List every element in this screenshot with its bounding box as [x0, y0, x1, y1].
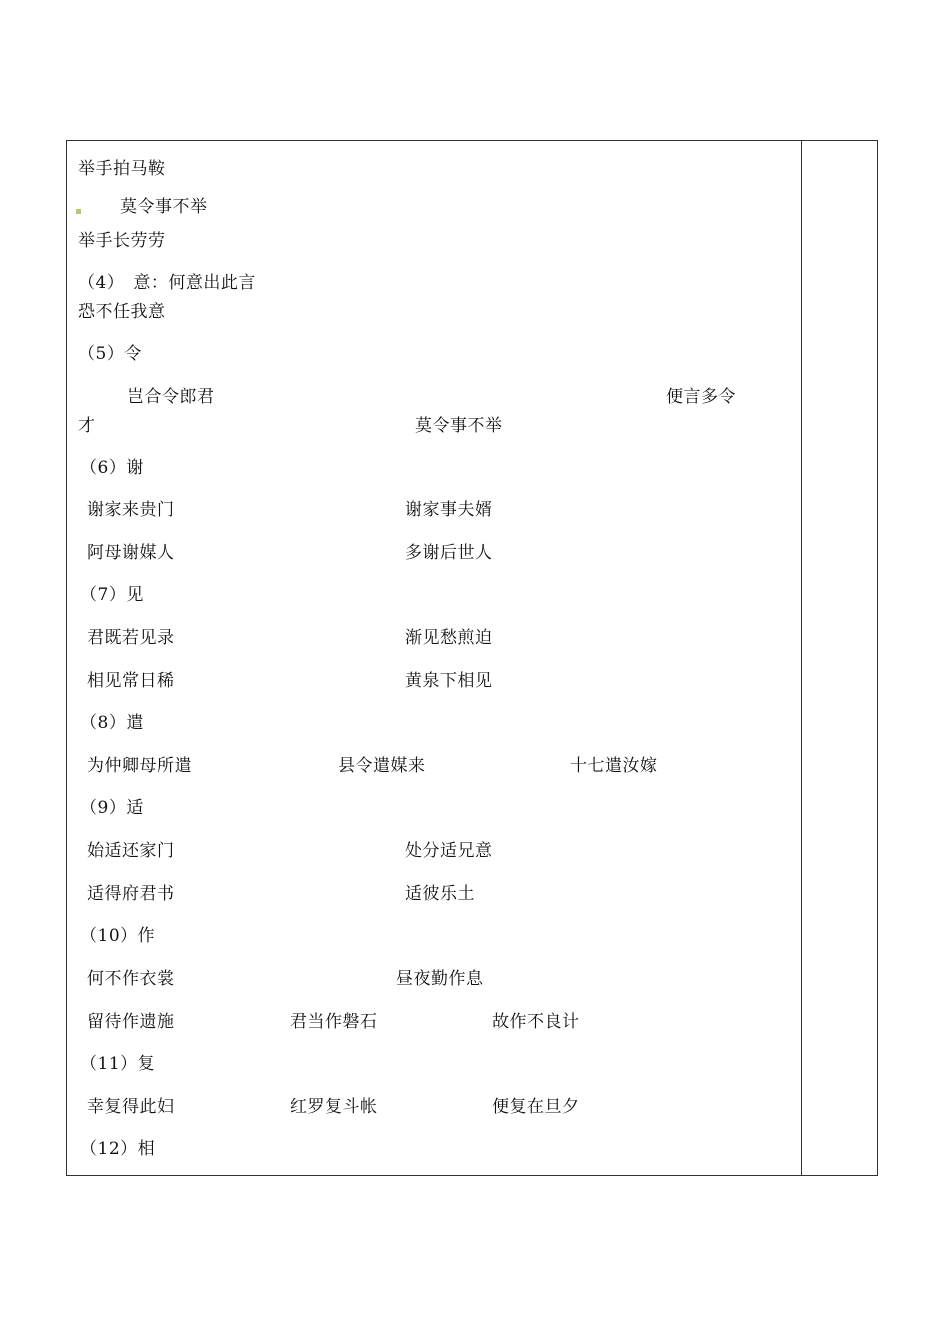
- text-line: 十七遣汝嫁: [570, 756, 658, 776]
- text-line: 谢家事夫婿: [405, 500, 493, 520]
- content-table: [66, 140, 878, 1176]
- text-line: 始适还家门: [87, 841, 175, 861]
- text-line: 君当作磐石: [290, 1012, 378, 1032]
- section-heading: （12）相: [80, 1139, 156, 1159]
- text-line: 县令遣媒来: [338, 756, 426, 776]
- text-line: 昼夜勤作息: [396, 969, 484, 989]
- text-line: 黄泉下相见: [405, 671, 493, 691]
- text-line: 举手长劳劳: [78, 231, 166, 251]
- section-heading: （9）适: [80, 798, 144, 818]
- text-line: 岂合令郎君: [127, 387, 215, 407]
- section-heading: （10）作: [80, 926, 156, 946]
- text-line: 才: [78, 416, 96, 436]
- text-line: 红罗复斗帐: [290, 1097, 378, 1117]
- text-line: 故作不良计: [492, 1012, 580, 1032]
- text-line: 处分适兄意: [405, 841, 493, 861]
- section-heading: （7）见: [80, 585, 144, 605]
- section-heading: （5）令: [78, 344, 142, 364]
- text-line: 适彼乐土: [405, 884, 475, 904]
- section-heading: （6）谢: [80, 458, 144, 478]
- text-line: 恐不任我意: [78, 302, 166, 322]
- section-heading: （4） 意：何意出此言: [78, 273, 256, 293]
- text-line: 多谢后世人: [405, 543, 493, 563]
- text-line: 为仲卿母所遣: [87, 756, 192, 776]
- text-line: 阿母谢媒人: [87, 543, 175, 563]
- text-line: 相见常日稀: [87, 671, 175, 691]
- text-line: 便言多令: [666, 387, 736, 407]
- text-line: 渐见愁煎迫: [405, 628, 493, 648]
- text-line: 君既若见录: [87, 628, 175, 648]
- text-line: 莫令事不举: [415, 416, 503, 436]
- text-line: 幸复得此妇: [87, 1097, 175, 1117]
- text-line: 谢家来贵门: [87, 500, 175, 520]
- text-line: 适得府君书: [87, 884, 175, 904]
- bullet-marker: [76, 209, 81, 214]
- section-heading: （8）遣: [80, 713, 144, 733]
- text-line: 举手拍马鞍: [78, 159, 166, 179]
- column-divider: [801, 140, 802, 1176]
- text-line: 何不作衣裳: [87, 969, 175, 989]
- section-heading: （11）复: [80, 1054, 156, 1074]
- text-line: 留待作遗施: [87, 1012, 175, 1032]
- text-line: 便复在旦夕: [492, 1097, 580, 1117]
- text-line: 莫令事不举: [120, 197, 208, 217]
